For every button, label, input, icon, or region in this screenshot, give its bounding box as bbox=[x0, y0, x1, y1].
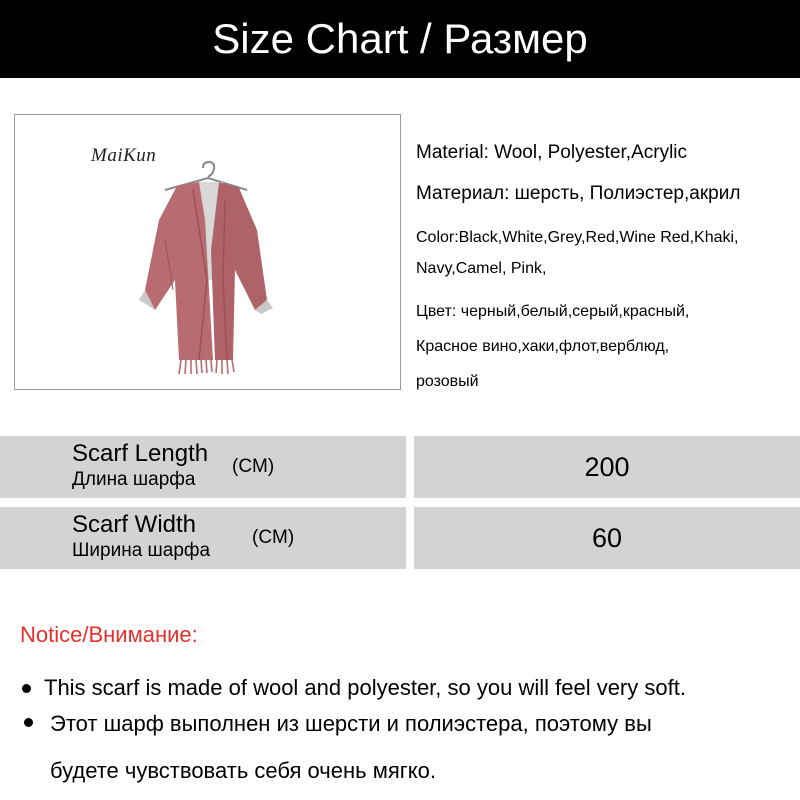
table-row bbox=[0, 436, 800, 498]
notice-line-ru-1: Этот шарф выполнен из шерсти и полиэстера, поэтому вы bbox=[50, 711, 652, 736]
bullet-icon bbox=[22, 684, 31, 693]
notice-line-ru-2: будете чувствовать себя очень мягко. bbox=[50, 758, 436, 783]
row-label-cell bbox=[0, 436, 406, 498]
notice-line-en: This scarf is made of wool and polyester, so you will feel very soft. bbox=[44, 675, 686, 700]
row-label-ru: Длина шарфа bbox=[72, 469, 196, 490]
color-en-line2: Navy,Camel, Pink, bbox=[416, 260, 547, 277]
material-en: Material: Wool, Polyester,Acrylic bbox=[416, 142, 688, 163]
notice-title: Notice/Внимание: bbox=[20, 622, 198, 647]
color-ru-line1: Цвет: черный,белый,серый,красный, bbox=[416, 303, 690, 320]
table-row bbox=[0, 507, 800, 569]
material-ru: Материал: шерсть, Полиэстер,акрил bbox=[416, 183, 741, 204]
bullet-icon bbox=[24, 718, 33, 727]
row-label-ru: Ширина шарфа bbox=[72, 540, 211, 561]
page-title: Size Chart / Размер bbox=[212, 15, 588, 62]
row-label-en: Scarf Length bbox=[72, 440, 209, 467]
row-unit: (CM) bbox=[252, 527, 295, 548]
color-en-line1: Color:Black,White,Grey,Red,Wine Red,Khaki, bbox=[416, 229, 739, 246]
row-value: 60 bbox=[414, 507, 800, 569]
header-bar bbox=[0, 0, 800, 78]
row-label-cell bbox=[0, 507, 406, 569]
product-photo bbox=[14, 114, 401, 390]
brand-logo: MaiKun bbox=[91, 145, 157, 166]
color-ru-line2: Красное вино,хаки,флот,верблюд, bbox=[416, 338, 670, 355]
scarf-image bbox=[135, 160, 275, 375]
color-ru-line3: розовый bbox=[416, 373, 479, 390]
row-label-en: Scarf Width bbox=[72, 511, 197, 538]
row-unit: (CM) bbox=[232, 456, 275, 477]
row-value: 200 bbox=[414, 436, 800, 498]
